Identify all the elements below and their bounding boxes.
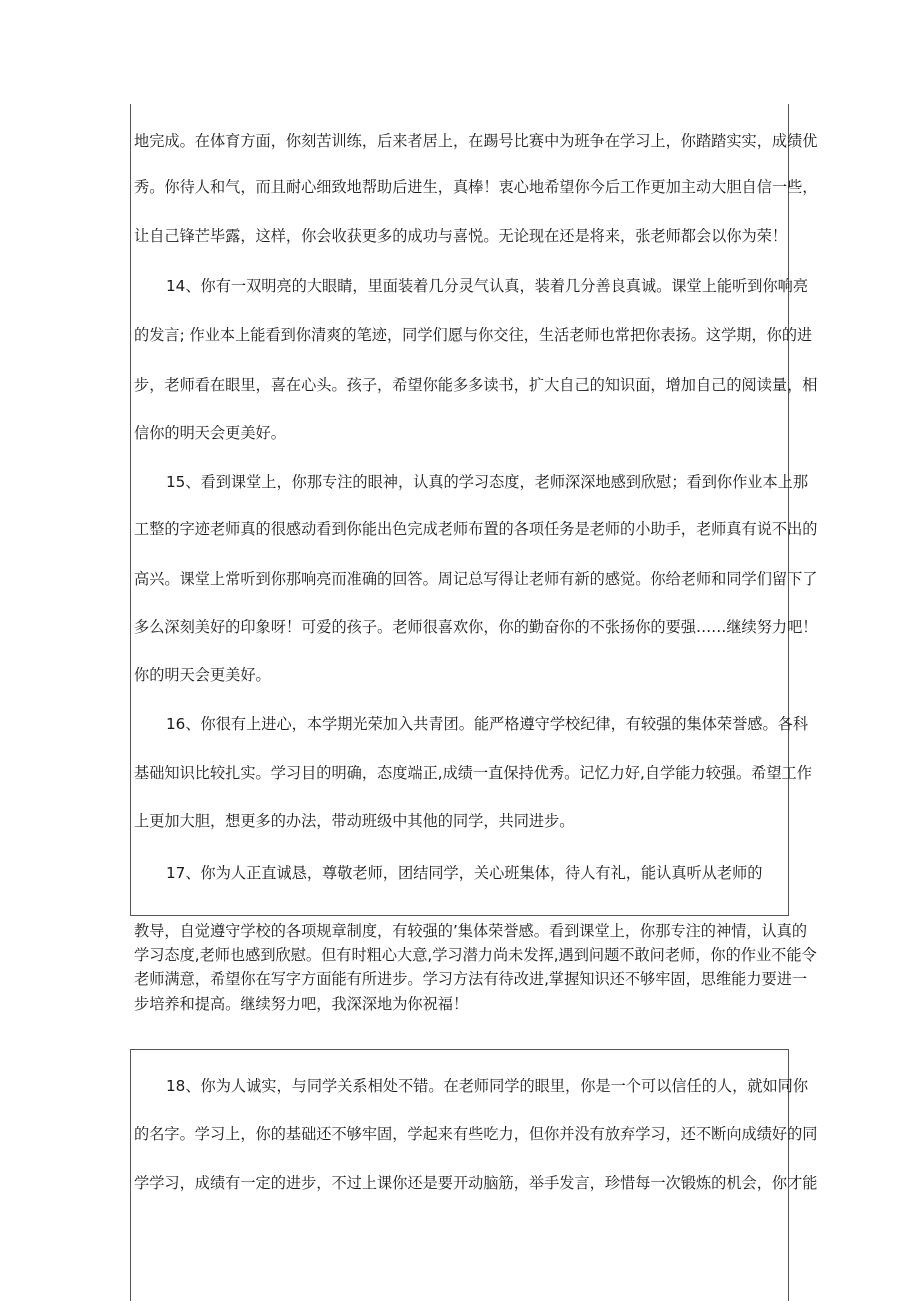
paragraph-17-start: 17、你为人正直诚恳，尊敬老师，团结同学，关心班集体，待人有礼，能认真听从老师的 [166,864,763,882]
text-line: 你的明天会更美好。 [134,666,271,684]
paragraph-15-start: 15、看到课堂上，你那专注的眼神，认真的学习态度，老师深深地感到欣慰；看到你作业本上那 [166,473,809,491]
text-line: 的发言; 作业本上能看到你清爽的笔迹，同学们愿与你交往，生活老师也常把你表扬。这学期，你的进 [134,326,813,344]
text-line: 信你的明天会更美好。 [134,424,286,442]
text-line: 步，老师看在眼里，喜在心头。孩子，希望你能多多读书，扩大自己的知识面，增加自己的阅读量，相 [134,376,818,394]
text-line: 工整的字迹老师真的很感动看到你能出色完成老师布置的各项任务是老师的小助手，老师真有说不出的 [134,520,818,538]
text-line: 教导，自觉遵守学校的各项规章制度，有较强的’集体荣誉感。看到课堂上，你那专注的神情，认真的 [134,922,808,940]
text-line: 高兴。课堂上常听到你那响亮而准确的回答。周记总写得让老师有新的感觉。你给老师和同学们留下了 [134,570,818,588]
text-line: 上更加大胆，想更多的办法，带动班级中其他的同学，共同进步。 [134,812,575,830]
text-line: 学习态度,老师也感到欣慰。但有时粗心大意,学习潜力尚未发挥,遇到问题不敢问老师，你的作业不能令 [134,946,817,964]
paragraph-18-start: 18、你为人诚实，与同学关系相处不错。在老师同学的眼里，你是一个可以信任的人，就如同你 [166,1077,809,1095]
text-line: 学学习，成绩有一定的进步，不过上课你还是要开动脑筋，举手发言，珍惜每一次锻炼的机会，你才能 [134,1174,818,1192]
text-line: 基础知识比较扎实。学习目的明确，态度端正,成绩一直保持优秀。记忆力好,自学能力较强。希望工作 [134,764,812,782]
text-line: 的名字。学习上，你的基础还不够牢固，学起来有些吃力，但你并没有放弃学习，还不断向成绩好的同 [134,1125,818,1143]
text-line: 步培养和提高。继续努力吧，我深深地为你祝福！ [134,995,469,1013]
text-line: 秀。你待人和气，而且耐心细致地帮助后进生，真棒！衷心地希望你今后工作更加主动大胆自信一些， [134,178,818,196]
text-line: 让自己锋芒毕露，这样，你会收获更多的成功与喜悦。无论现在还是将来，张老师都会以你为荣！ [134,227,788,245]
paragraph-14-start: 14、你有一双明亮的大眼睛，里面装着几分灵气认真，装着几分善良真诚。课堂上能听到你响亮 [166,277,809,295]
text-line: 地完成。在体育方面，你刻苦训练，后来者居上，在踢号比赛中为班争在学习上，你踏踏实实，成绩优 [134,132,818,150]
text-line: 老师满意，希望你在写字方面能有所进步。学习方法有待改进,掌握知识还不够牢固，思维能力要进一 [134,970,808,988]
paragraph-16-start: 16、你很有上进心，本学期光荣加入共青团。能严格遵守学校纪律，有较强的集体荣誉感。各科 [166,715,809,733]
text-line: 多么深刻美好的印象呀！可爱的孩子。老师很喜欢你，你的勤奋你的不张扬你的要强……继续努力吧！ [134,618,818,636]
